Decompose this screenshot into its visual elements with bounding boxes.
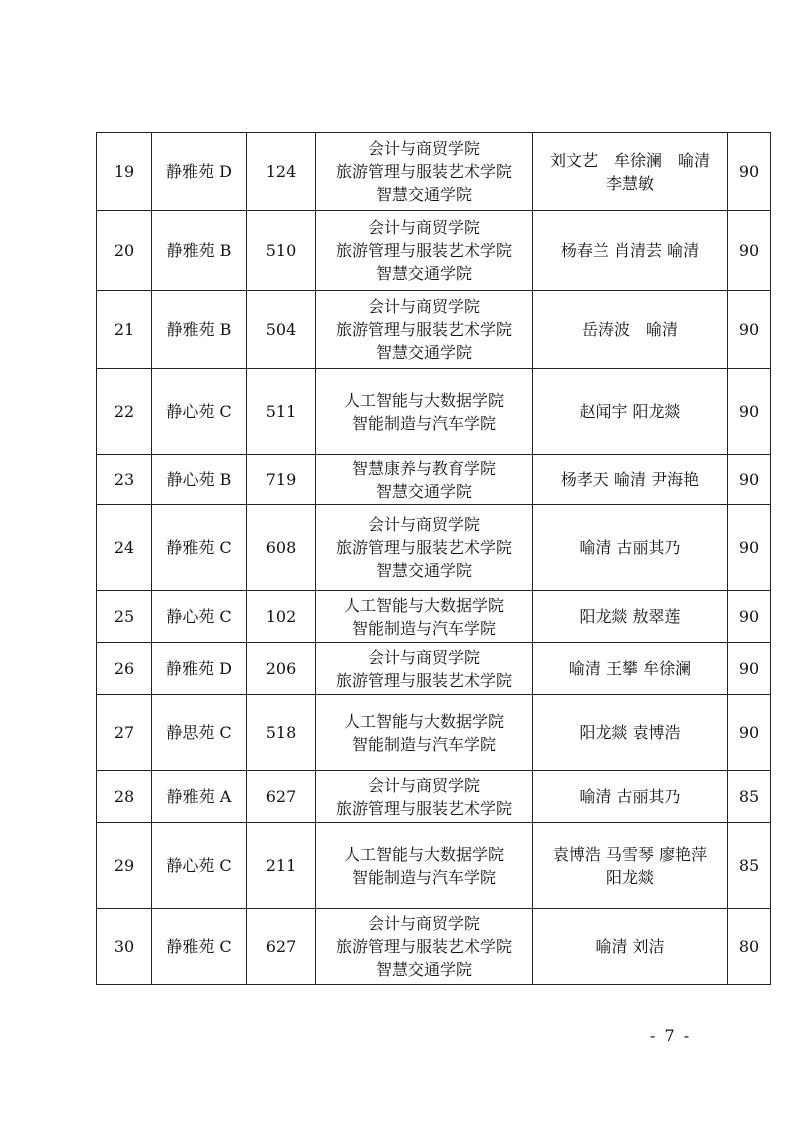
members-line: 阳龙燚 敖翠莲 (579, 607, 681, 626)
members-cell (533, 909, 728, 985)
dorm-building-cell: 静思苑 C (152, 695, 247, 771)
row-number-cell: 29 (97, 823, 152, 909)
room-number-cell: 124 (247, 133, 316, 211)
members-line: 阳龙燚 (605, 867, 654, 887)
college-line: 旅游管理与服装艺术学院 (335, 538, 512, 557)
college-line: 智慧交通学院 (375, 185, 472, 204)
college-line: 会计与商贸学院 (367, 914, 480, 933)
table-row (97, 695, 771, 771)
members-line: 喻清 王攀 牟徐澜 (568, 659, 692, 678)
members-line: 赵闻宇 阳龙燚 (579, 402, 681, 421)
members-line: 喻清 刘洁 (595, 937, 665, 956)
college-line: 智能制造与汽车学院 (351, 734, 496, 754)
college-line: 智慧交通学院 (375, 960, 472, 979)
score-cell: 90 (728, 133, 771, 211)
dormitory-rating-table (96, 132, 771, 985)
college-cell (316, 591, 533, 643)
college-line: 智能制造与汽车学院 (351, 413, 496, 433)
members-cell (533, 369, 728, 455)
room-number-cell: 504 (247, 291, 316, 369)
members-cell (533, 771, 728, 823)
college-line: 会计与商贸学院 (367, 139, 480, 158)
table-row (97, 643, 771, 695)
dorm-building-cell: 静心苑 B (152, 455, 247, 505)
score-cell: 90 (728, 643, 771, 695)
score-cell: 85 (728, 771, 771, 823)
room-number-cell: 518 (247, 695, 316, 771)
college-line: 人工智能与大数据学院 (343, 390, 504, 410)
college-cell (316, 291, 533, 369)
row-number-cell: 26 (97, 643, 152, 695)
dorm-building-cell: 静心苑 C (152, 369, 247, 455)
table-row (97, 505, 771, 591)
college-cell (316, 823, 533, 909)
members-cell (533, 133, 728, 211)
table-row (97, 369, 771, 455)
row-number-cell: 30 (97, 909, 152, 985)
members-line: 喻清 古丽其乃 (579, 787, 681, 806)
members-line: 杨孝天 喻清 尹海艳 (560, 470, 700, 489)
college-line: 人工智能与大数据学院 (343, 595, 504, 615)
dorm-building-cell: 静雅苑 C (152, 505, 247, 591)
members-line: 阳龙燚 袁博浩 (579, 723, 681, 742)
room-number-cell: 719 (247, 455, 316, 505)
score-cell: 90 (728, 505, 771, 591)
dorm-building-cell: 静雅苑 C (152, 909, 247, 985)
college-line: 智慧交通学院 (375, 343, 472, 362)
table-row (97, 909, 771, 985)
members-cell (533, 695, 728, 771)
college-line: 智慧交通学院 (375, 561, 472, 580)
college-cell (316, 909, 533, 985)
row-number-cell: 22 (97, 369, 152, 455)
table-row (97, 455, 771, 505)
college-cell (316, 455, 533, 505)
members-cell (533, 823, 728, 909)
row-number-cell: 21 (97, 291, 152, 369)
row-number-cell: 23 (97, 455, 152, 505)
college-line: 智能制造与汽车学院 (351, 867, 496, 887)
members-line: 杨春兰 肖清芸 喻清 (560, 241, 700, 260)
room-number-cell: 627 (247, 771, 316, 823)
row-number-cell: 20 (97, 211, 152, 291)
score-cell: 90 (728, 455, 771, 505)
score-cell: 90 (728, 695, 771, 771)
score-cell: 90 (728, 591, 771, 643)
college-cell (316, 505, 533, 591)
college-line: 旅游管理与服装艺术学院 (335, 798, 512, 818)
row-number-cell: 27 (97, 695, 152, 771)
table-row (97, 291, 771, 369)
dorm-building-cell: 静雅苑 A (152, 771, 247, 823)
members-line: 刘文艺 牟徐澜 喻清 (549, 150, 710, 170)
college-cell (316, 643, 533, 695)
table-row (97, 823, 771, 909)
members-cell (533, 455, 728, 505)
college-cell (316, 211, 533, 291)
college-cell (316, 771, 533, 823)
members-line: 喻清 古丽其乃 (579, 538, 681, 557)
college-line: 旅游管理与服装艺术学院 (335, 241, 512, 260)
table-row (97, 211, 771, 291)
room-number-cell: 627 (247, 909, 316, 985)
dorm-building-cell: 静雅苑 B (152, 291, 247, 369)
score-cell: 90 (728, 369, 771, 455)
table-body (97, 133, 771, 985)
college-cell (316, 369, 533, 455)
score-cell: 90 (728, 211, 771, 291)
members-cell (533, 591, 728, 643)
college-line: 会计与商贸学院 (367, 515, 480, 534)
row-number-cell: 19 (97, 133, 152, 211)
college-line: 会计与商贸学院 (367, 297, 480, 316)
dorm-building-cell: 静雅苑 D (152, 133, 247, 211)
room-number-cell: 511 (247, 369, 316, 455)
dorm-building-cell: 静心苑 C (152, 591, 247, 643)
members-cell (533, 291, 728, 369)
college-line: 旅游管理与服装艺术学院 (335, 320, 512, 339)
members-line: 李慧敏 (605, 173, 654, 193)
score-cell: 80 (728, 909, 771, 985)
room-number-cell: 102 (247, 591, 316, 643)
members-cell (533, 643, 728, 695)
room-number-cell: 608 (247, 505, 316, 591)
room-number-cell: 211 (247, 823, 316, 909)
dorm-building-cell: 静雅苑 D (152, 643, 247, 695)
dorm-building-cell: 静雅苑 B (152, 211, 247, 291)
college-cell (316, 133, 533, 211)
score-cell: 90 (728, 291, 771, 369)
score-cell: 85 (728, 823, 771, 909)
room-number-cell: 206 (247, 643, 316, 695)
college-line: 会计与商贸学院 (367, 218, 480, 237)
college-line: 会计与商贸学院 (367, 775, 480, 795)
members-cell (533, 211, 728, 291)
college-line: 会计与商贸学院 (367, 647, 480, 667)
college-cell (316, 695, 533, 771)
row-number-cell: 24 (97, 505, 152, 591)
college-line: 智能制造与汽车学院 (351, 618, 496, 638)
college-line: 人工智能与大数据学院 (343, 711, 504, 731)
college-line: 人工智能与大数据学院 (343, 844, 504, 864)
page-number: - 7 - (650, 1026, 692, 1045)
college-line: 智慧康养与教育学院 (351, 458, 496, 478)
members-line: 袁博浩 马雪琴 廖艳萍 (552, 844, 708, 864)
room-number-cell: 510 (247, 211, 316, 291)
college-line: 旅游管理与服装艺术学院 (335, 162, 512, 181)
row-number-cell: 25 (97, 591, 152, 643)
college-line: 旅游管理与服装艺术学院 (335, 937, 512, 956)
dorm-building-cell: 静心苑 C (152, 823, 247, 909)
members-cell (533, 505, 728, 591)
row-number-cell: 28 (97, 771, 152, 823)
college-line: 智慧交通学院 (375, 481, 472, 501)
table-row (97, 591, 771, 643)
members-line: 岳涛波 喻清 (581, 320, 678, 339)
table-row (97, 771, 771, 823)
table-row (97, 133, 771, 211)
college-line: 旅游管理与服装艺术学院 (335, 670, 512, 690)
college-line: 智慧交通学院 (375, 264, 472, 283)
